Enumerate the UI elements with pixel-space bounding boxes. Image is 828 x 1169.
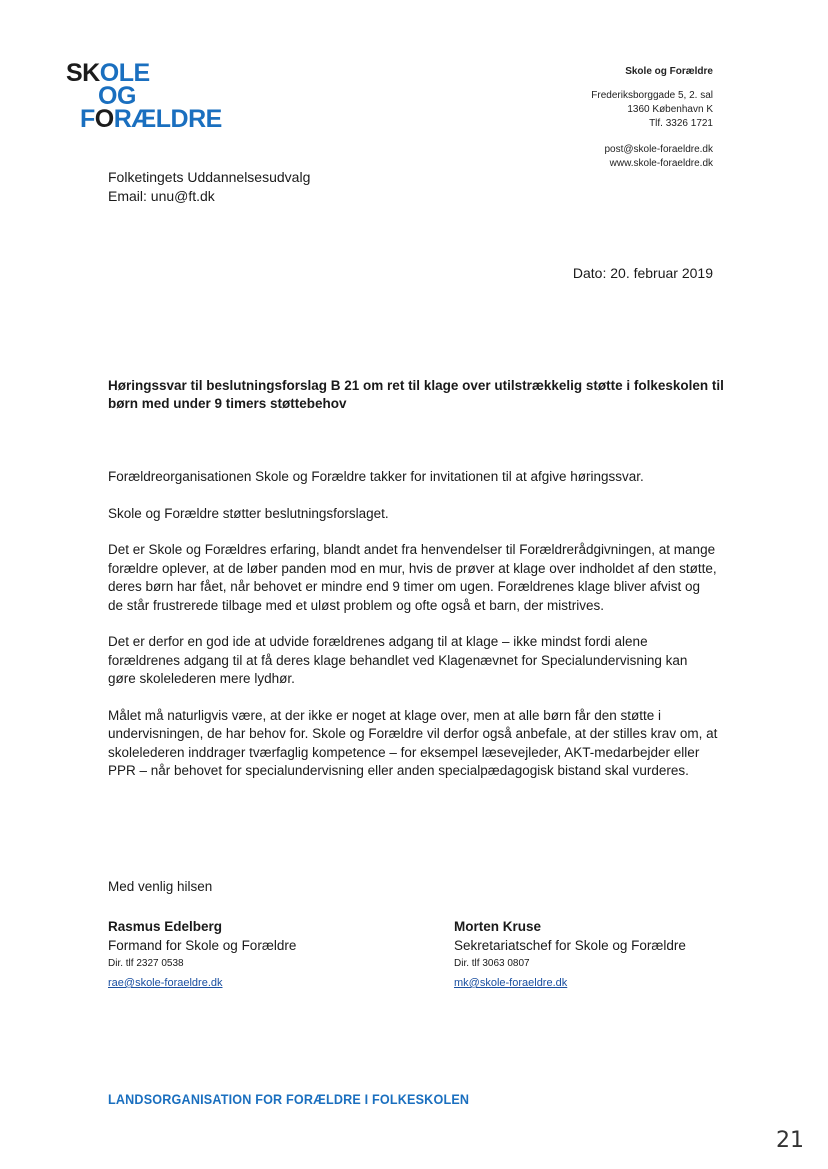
body-paragraph: Det er Skole og Forældres erfaring, blandt andet fra henvendelser til Forældrerådgivningen, at mange forældre oplever, at de løber panden mod en mur, hvis de prøver at klage over indholdet af den støtte, deres børn har fået, når behovet er mindre end 9 timer om ugen. Forældrenes klage bliver afvist og de står frustrerede tilbage med et uløst problem og ofte også et barn, der mistrives. [108,542,717,613]
sender-name: Skole og Forældre [625,66,713,77]
sender-website: www.skole-foraeldre.dk [609,158,713,169]
letter-subject: Høringssvar til beslutningsforslag B 21 om ret til klage over utilstrækkelig støtte i folkeskolen til børn med under 9 timers støttebehov [108,378,724,411]
logo-text: O [94,105,114,133]
recipient-block [108,168,310,206]
signatory-email-link[interactable]: rae@skole-foraeldre.dk [108,977,223,989]
body-paragraph: Målet må naturligvis være, at der ikke er noget at klage over, men at alle børn får den støtte i undervisningen, de har behov for. Skole og Forældre vil derfor også anbefale, at der stilles krav om, at skolelederen inddrager tværfaglig kompetence – for eksempel læsevejleder, AKT-medarbejder eller PPR – når behovet for specialundervisning eller anden specialpædagogisk bistand skal vurderes. [108,707,718,778]
recipient-email: Email: unu@ft.dk [108,188,215,204]
logo-text: SK [66,59,100,87]
footer-tagline: LANDSORGANISATION FOR FORÆLDRE I FOLKESKOLEN [108,1091,470,1107]
body-paragraph: Skole og Forældre støtter beslutningsforslaget. [108,505,389,521]
signatory-name: Morten Kruse [454,919,542,934]
logo-text: F [80,105,95,133]
closing-phrase: Med venlig hilsen [108,879,213,894]
body-paragraph: Forældreorganisationen Skole og Forældre takker for invitationen til at afgive høringssvar. [108,469,644,484]
sender-phone: Tlf. 3326 1721 [649,118,713,129]
signature-block [454,917,686,993]
signatory-phone: Dir. tlf 2327 0538 [108,958,184,969]
sender-email: post@skole-foraeldre.dk [604,144,713,155]
sender-address-line2: 1360 København K [627,104,713,115]
organization-logo [66,59,222,133]
logo-text: RÆLDRE [113,105,222,133]
logo-text: O [99,59,119,87]
signatory-title: Sekretariatschef for Skole og Forældre [454,938,686,953]
signatory-phone: Dir. tlf 3063 0807 [454,958,530,969]
signatory-title: Formand for Skole og Forældre [108,938,297,953]
sender-address-line1: Frederiksborggade 5, 2. sal [591,90,713,101]
signatory-name: Rasmus Edelberg [108,919,223,934]
body-paragraph: Det er derfor en god ide at udvide forældrenes adgang til at klage – ikke mindst fordi alene forældrenes adgang til at få deres klage behandlet ved Klagenævnet for Specialundervisning kan gøre skolelederen mere lydhør. [108,634,688,686]
sender-block [463,65,713,171]
logo-text: O [98,82,117,110]
handwritten-page-number: 21 [776,1128,804,1153]
letter-date: Dato: 20. februar 2019 [572,265,713,281]
signature-block [108,917,296,993]
recipient-name: Folketingets Uddannelsesudvalg [108,169,311,185]
signatory-email-link[interactable]: mk@skole-foraeldre.dk [454,977,568,989]
letter-body [108,468,718,799]
logo-text: LE [118,59,150,87]
logo-text: G [116,82,136,110]
